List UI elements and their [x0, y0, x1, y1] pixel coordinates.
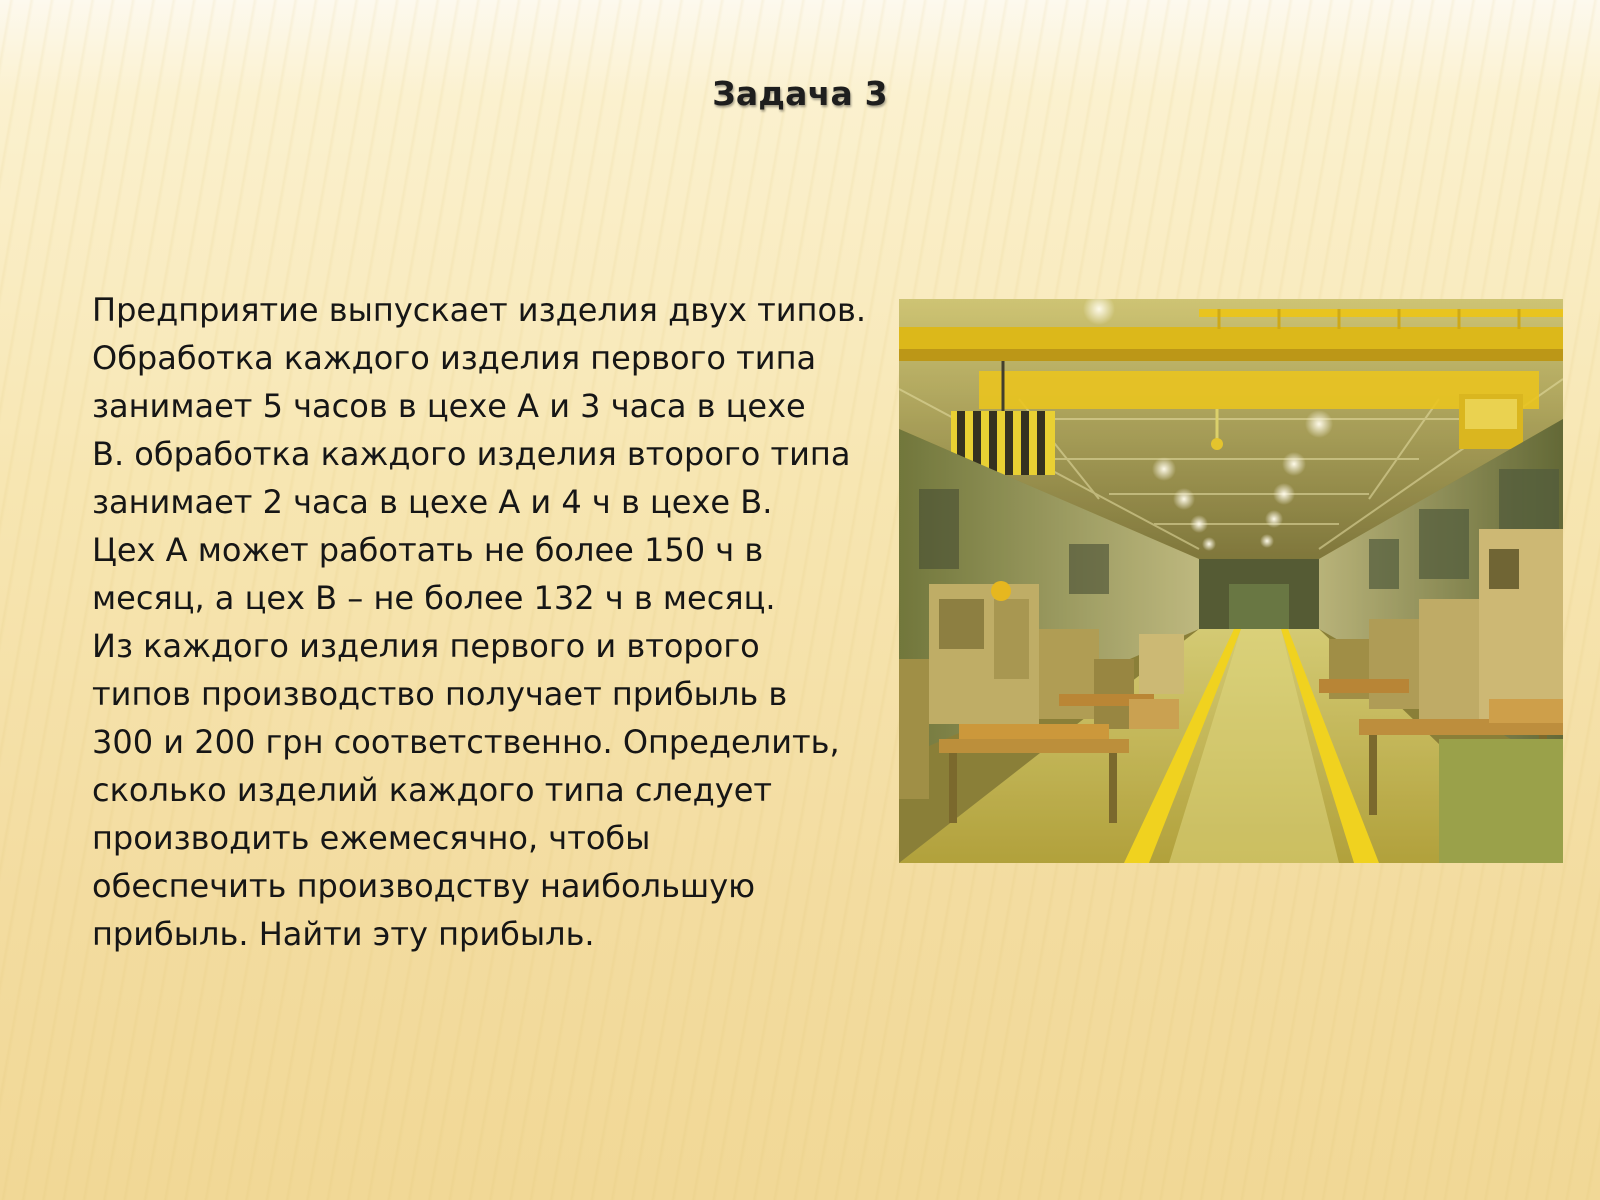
slide-body-text: [92, 286, 882, 958]
body-line: обеспечить производству наибольшую: [92, 867, 756, 905]
body-line: Цех А может работать не более 150 ч в: [92, 531, 764, 569]
body-line: В. обработка каждого изделия второго типа: [92, 435, 851, 473]
body-line: занимает 2 часа в цехе А и 4 ч в цехе В.: [92, 483, 773, 521]
factory-workshop-photo: [899, 299, 1563, 863]
body-line: занимает 5 часов в цехе А и 3 часа в цехе: [92, 387, 806, 425]
slide-title: Задача 3: [712, 74, 888, 113]
body-line: сколько изделий каждого типа следует: [92, 771, 773, 809]
body-line: типов производство получает прибыль в: [92, 675, 788, 713]
body-line: месяц, а цех В – не более 132 ч в месяц.: [92, 579, 776, 617]
body-line: Из каждого изделия первого и второго: [92, 627, 760, 665]
body-line: 300 и 200 грн соответственно. Определить,: [92, 723, 840, 761]
body-line: Предприятие выпускает изделия двух типов.: [92, 291, 867, 329]
body-line: Обработка каждого изделия первого типа: [92, 339, 817, 377]
body-line: производить ежемесячно, чтобы: [92, 819, 651, 857]
body-line: прибыль. Найти эту прибыль.: [92, 915, 595, 953]
